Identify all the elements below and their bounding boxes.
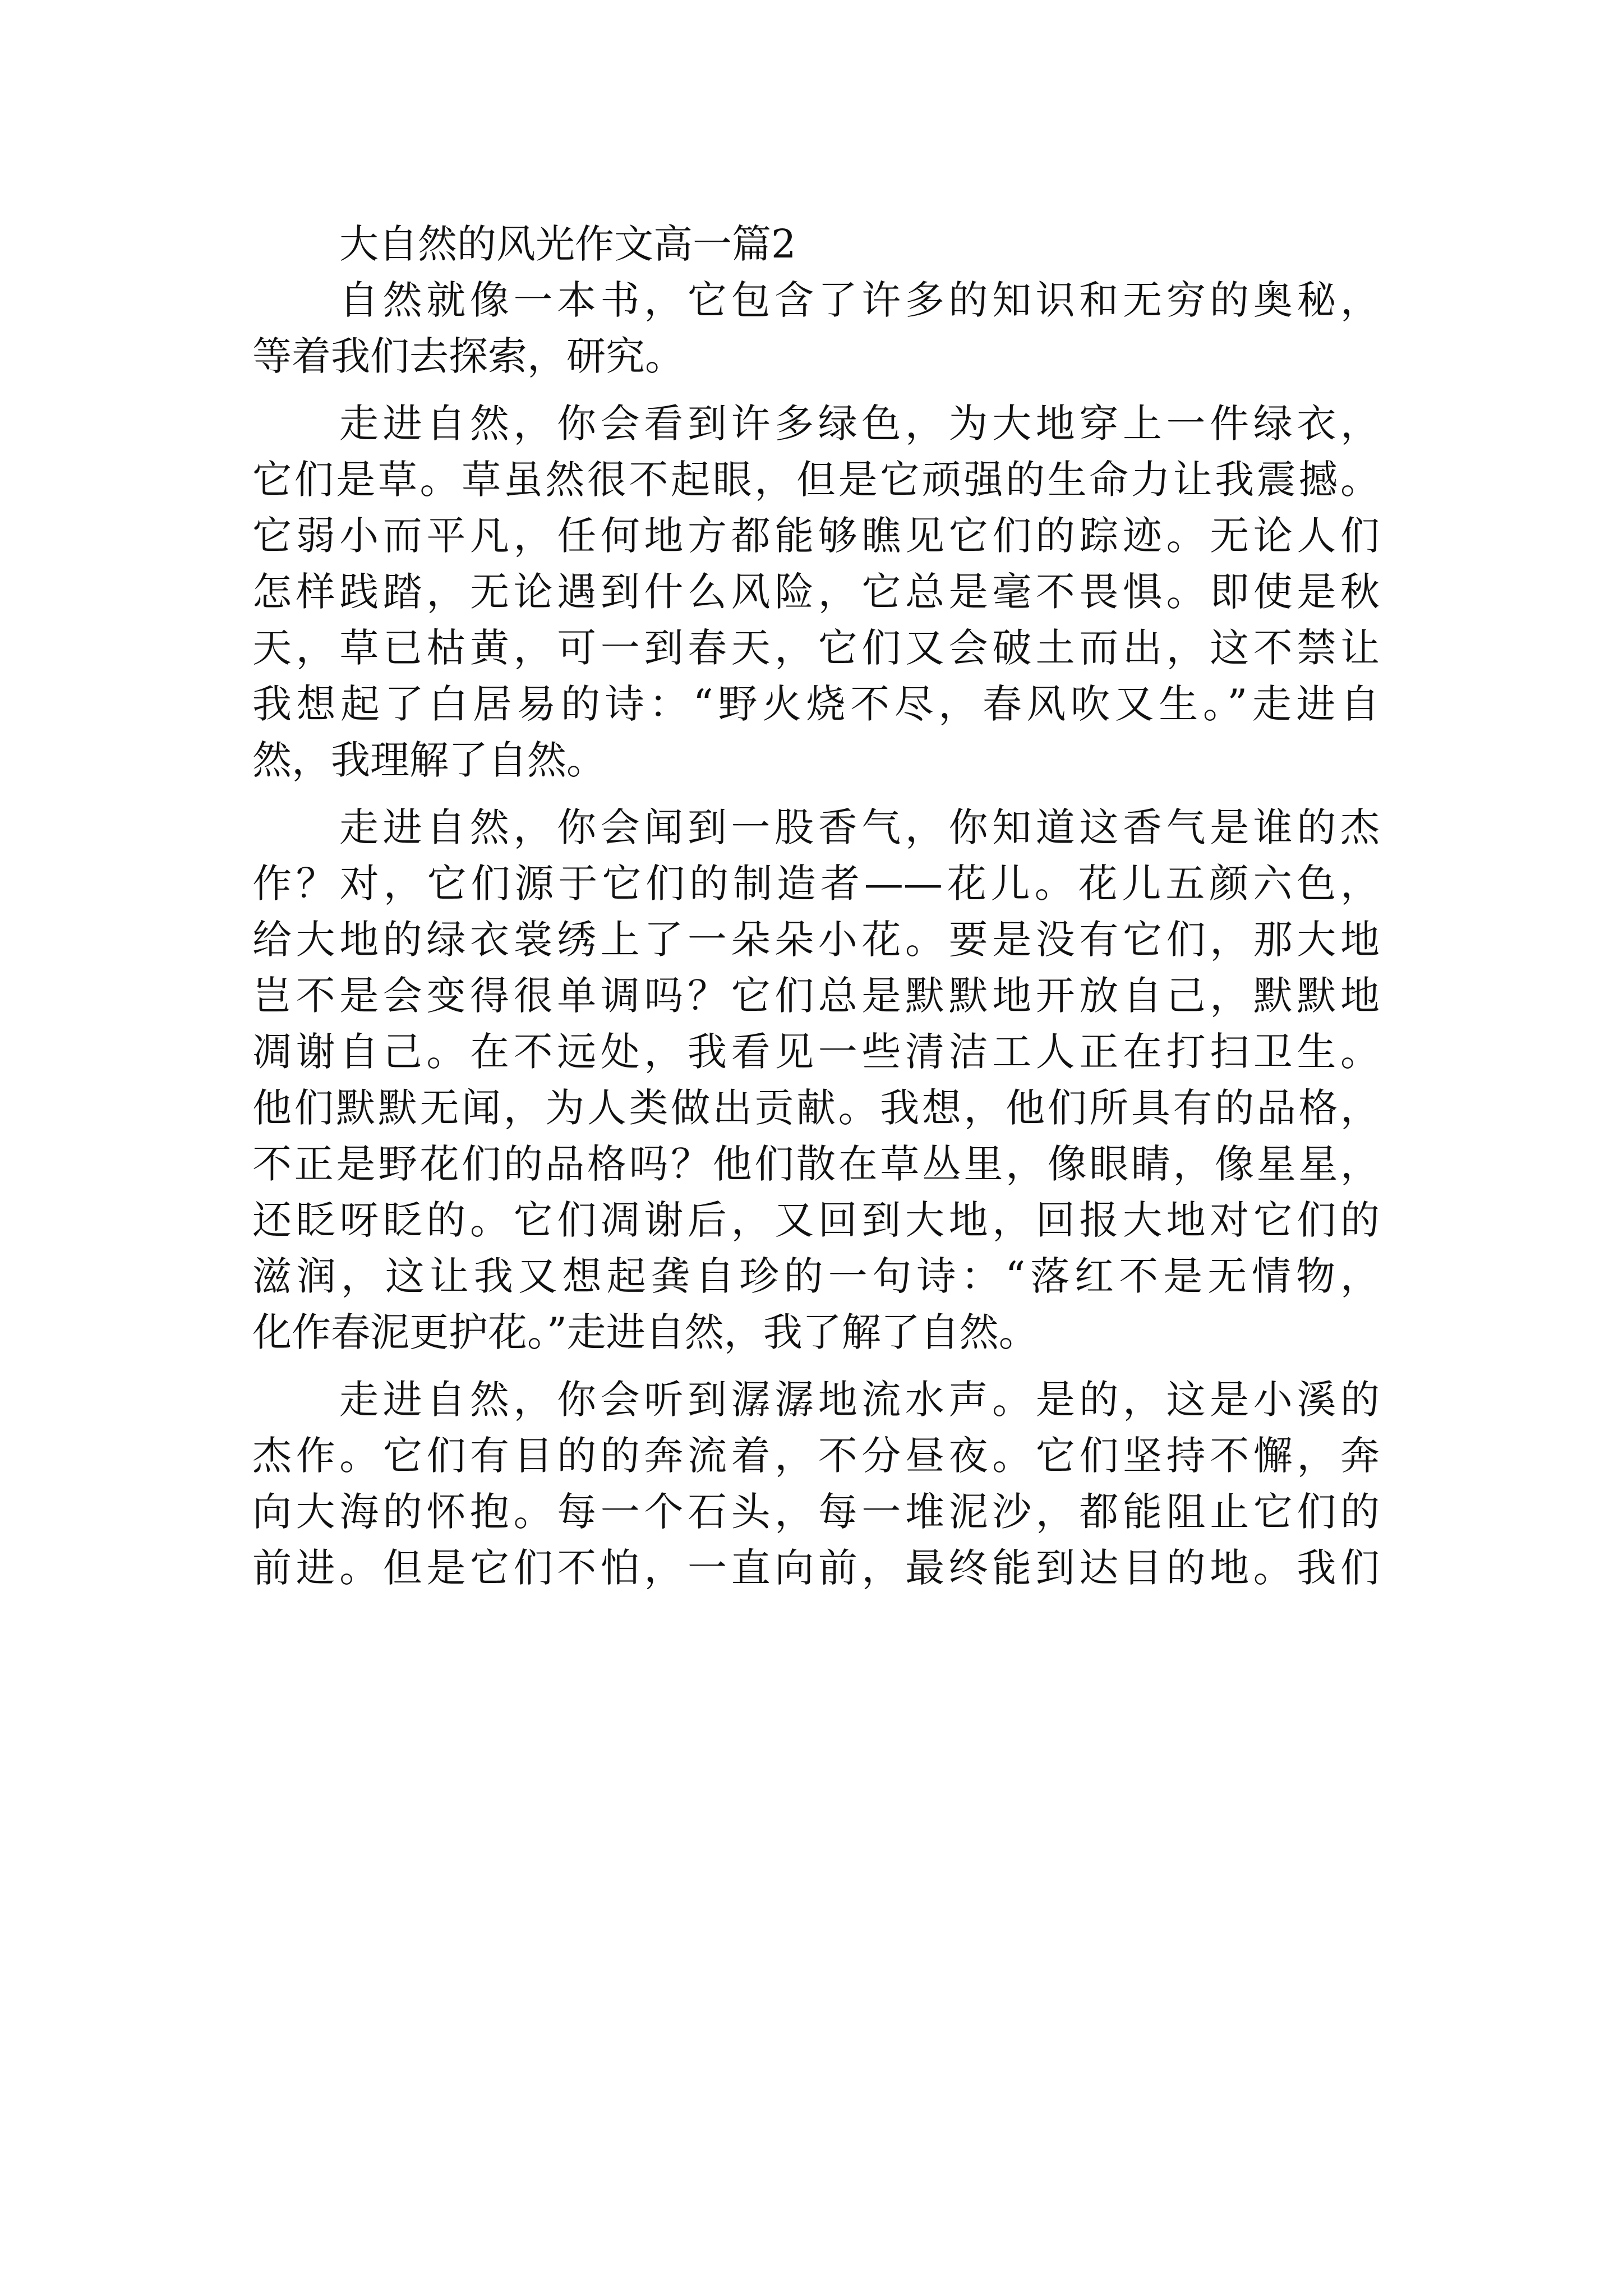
paragraph-2-line-7: 然，我理解了自然。 xyxy=(252,737,606,783)
paragraph-4-line-4: 前进。但是它们不怕，一直向前，最终能到达目的地。我们 xyxy=(252,1545,1380,1591)
paragraph-4-line-3: 向大海的怀抱。每一个石头，每一堆泥沙，都能阻止它们的 xyxy=(252,1489,1380,1535)
paragraph-3-line-9: 滋润，这让我又想起龚自珍的一句诗：“落红不是无情物， xyxy=(252,1253,1380,1299)
paragraph-2-line-4: 怎样践踏，无论遇到什么风险，它总是毫不畏惧。即使是秋 xyxy=(252,569,1380,615)
essay-title: 大自然的风光作文高一篇2 xyxy=(339,221,796,267)
paragraph-3-line-10: 化作春泥更护花。”走进自然，我了解了自然。 xyxy=(252,1309,1038,1355)
paragraph-2-line-2: 它们是草。草虽然很不起眼，但是它顽强的生命力让我震撼。 xyxy=(252,457,1380,503)
paragraph-4-line-1: 走进自然，你会听到潺潺地流水声。是的，这是小溪的 xyxy=(339,1377,1380,1423)
paragraph-3-line-6: 他们默默无闻，为人类做出贡献。我想，他们所具有的品格， xyxy=(252,1085,1380,1131)
paragraph-3-line-5: 凋谢自己。在不远处，我看见一些清洁工人正在打扫卫生。 xyxy=(252,1029,1380,1075)
paragraph-2-line-6: 我想起了白居易的诗：“野火烧不尽，春风吹又生。”走进自 xyxy=(252,681,1380,727)
paragraph-3-line-4: 岂不是会变得很单调吗？它们总是默默地开放自己，默默地 xyxy=(252,973,1380,1019)
paragraph-3-line-7: 不正是野花们的品格吗？他们散在草丛里，像眼睛，像星星， xyxy=(252,1141,1380,1187)
paragraph-2-line-5: 天，草已枯黄，可一到春天，它们又会破土而出，这不禁让 xyxy=(252,625,1380,671)
paragraph-2-line-1: 走进自然，你会看到许多绿色，为大地穿上一件绿衣， xyxy=(339,401,1380,447)
paragraph-3-line-1: 走进自然，你会闻到一股香气，你知道这香气是谁的杰 xyxy=(339,804,1380,850)
paragraph-4-line-2: 杰作。它们有目的的奔流着，不分昼夜。它们坚持不懈，奔 xyxy=(252,1433,1380,1479)
paragraph-3-line-2: 作？对，它们源于它们的制造者——花儿。花儿五颜六色， xyxy=(252,861,1380,907)
paragraph-2-line-3: 它弱小而平凡，任何地方都能够瞧见它们的踪迹。无论人们 xyxy=(252,513,1380,559)
paragraph-3-line-8: 还眨呀眨的。它们凋谢后，又回到大地，回报大地对它们的 xyxy=(252,1197,1380,1243)
paragraph-1-line-1: 自然就像一本书，它包含了许多的知识和无穷的奥秘， xyxy=(339,277,1380,323)
paragraph-3-line-3: 给大地的绿衣裳绣上了一朵朵小花。要是没有它们，那大地 xyxy=(252,917,1380,963)
paragraph-1-line-2: 等着我们去探索，研究。 xyxy=(252,333,684,379)
